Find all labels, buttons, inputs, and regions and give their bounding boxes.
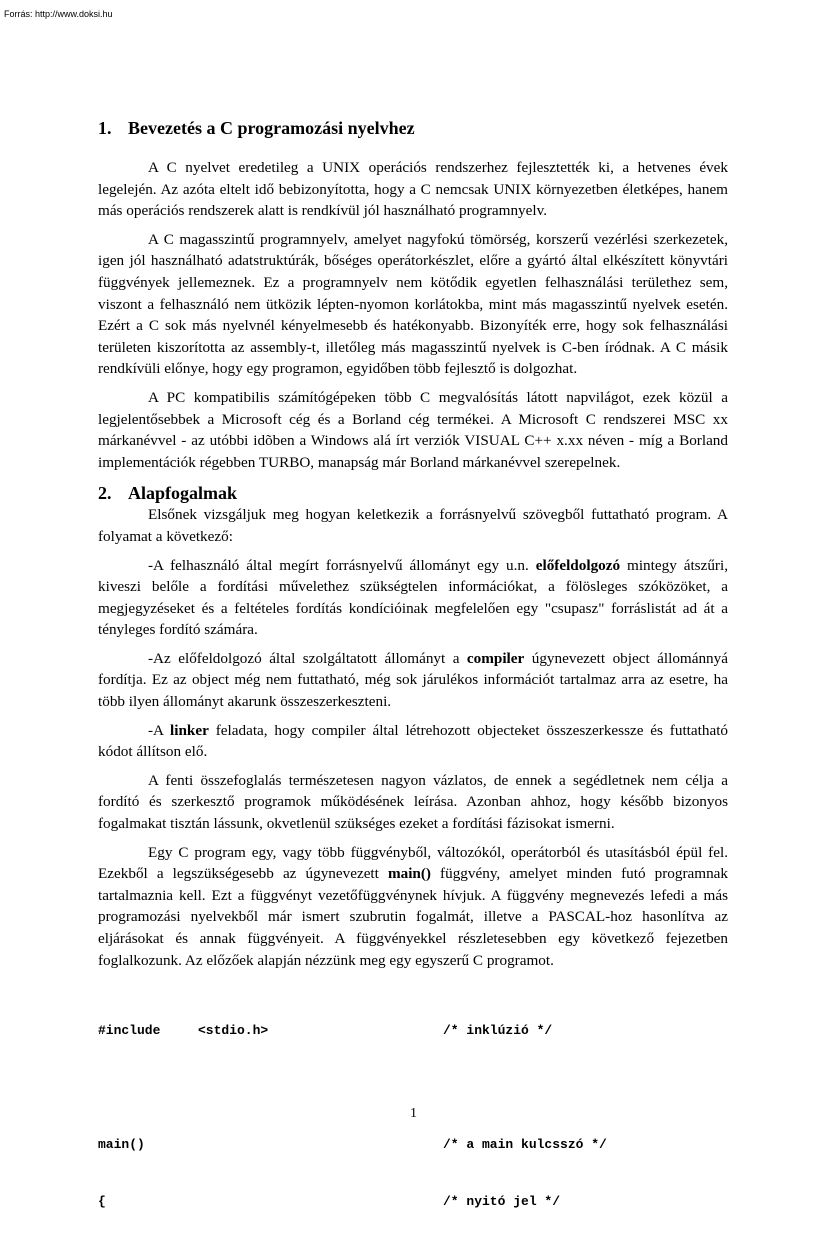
text: -A felhasználó által megírt forrásnyelvű állományt egy u.n. — [148, 556, 536, 574]
code-token: main() — [98, 1137, 145, 1153]
section-2-paragraph-3 — [98, 648, 728, 713]
section-2-title: Alapfogalmak — [128, 483, 238, 504]
section-2-number: 2. — [98, 483, 112, 504]
section-2-paragraph-1: Elsőnek vizsgáljuk meg hogyan keletkezik a forrásnyelvű szövegből futtatható program. A folyamat a következő: — [98, 506, 728, 545]
code-blank-line — [98, 1078, 728, 1097]
code-comment: /* inklúzió */ — [443, 1023, 553, 1039]
code-line — [98, 1021, 728, 1040]
section-2-heading — [98, 483, 728, 504]
section-1-title: Bevezetés a C programozási nyelvhez — [128, 118, 415, 138]
code-token: <stdio.h> — [198, 1023, 269, 1039]
section-1-paragraph-2: A C magasszintű programnyelv, amelyet nagyfokú tömörség, korszerű vezérlési szerkezetek, igen jól használható adatstruktúrák, bőséges operátorkészlet, előre a gyártó által elkészített könyvtári függvények jellemeznek. Ez a programnyelv nem kötődik egyetlen felhasználási területhez sem, viszont a felhasználó nem ütközik lépten-nyomon korlátokba, mint más magasszintű nyelvek esetén. Ezért a C sok más nyelvnél kényelmesebb és hatékonyabb. Bizonyíték erre, hogy sok felhasználási területen kiszorította az assembly-t, illetőleg más magasszintű nyelvek is C-ben íródnak. A C másik rendkívüli előnye, hogy egy programon, egyidőben több fejlesztő is dolgozhat. — [98, 230, 728, 378]
section-1-heading — [98, 118, 728, 139]
code-comment: /* a main kulcsszó */ — [443, 1137, 607, 1153]
text: Egy C program egy, vagy több függvényből, változókól, operátorból és utasításból épül fel. Ezekből a legszükségesebb az úgynevezett — [98, 843, 728, 883]
section-1-number: 1. — [98, 118, 112, 138]
section-2-paragraph-2 — [98, 555, 728, 641]
text: -A — [148, 721, 171, 739]
term-preprocessor: előfeldolgozó — [535, 556, 621, 574]
section-2-paragraph-4 — [98, 720, 728, 763]
section-2-paragraph-6 — [98, 842, 728, 972]
text: függvény, amelyet minden futó programnak tartalmaznia kell. Ezt a függvényt vezetőfüggvénynek hívjuk. A függvény megnevezés lefedi a más programozási nyelvekből már ismert szubrutin fogalmát, illetve a PASCAL-hoz hasonlítva az eljárásokat és annak függvényeit. A függvényekkel részletesebben egy következő fejezetben foglalkozunk. Az előzőek alapján nézzünk meg egy egyszerű C programot. — [98, 865, 728, 969]
code-token: { — [98, 1194, 106, 1210]
section-2-paragraph-5: A fenti összefoglalás természetesen nagyon vázlatos, de ennek a segédletnek nem célja a fordító és szerkesztő programok működésének leírása. Azonban ahhoz, hogy később bizonyos fogalmakat tisztán lássunk, okvetlenül szükséges ezeket a fordítási fázisokat ismerni. — [98, 771, 728, 833]
text: úgynevezett object állománnyá fordítja. Ez az object még nem futtatható, még sok járulékos információt tartalmaz arra az esetre, ha több ilyen állományt akarunk összeszerkeszteni. — [98, 649, 728, 711]
document-page — [98, 118, 728, 1249]
code-token — [198, 1135, 443, 1154]
source-url: Forrás: http://www.doksi.hu — [4, 9, 113, 19]
code-line — [98, 1135, 728, 1154]
code-line — [98, 1192, 728, 1211]
code-comment: /* nyitó jel */ — [443, 1194, 561, 1210]
term-linker: linker — [170, 721, 209, 739]
term-main: main() — [387, 865, 431, 883]
section-1-paragraph-3: A PC kompatibilis számítógépeken több C megvalósítás látott napvilágot, ezek közül a legjelentősebbek a Microsoft cég és a Borland cég termékei. A Microsoft C rendszerei MSC xx márkanévvel - az utóbbi idõben a Windows alá írt verziók VISUAL C++ x.xx néven - míg a Borland implementációk régebben TURBO, manapság már Borland márkanévvel szerepelnek. — [98, 388, 728, 471]
code-token: #include — [98, 1023, 161, 1039]
section-1-paragraph-1: A C nyelvet eredetileg a UNIX operációs rendszerhez fejlesztették ki, a hetvenes évek legelején. Az azóta eltelt idő bebizonyította, hogy a C nemcsak UNIX környezetben életképes, hanem más operációs rendszerek alatt is rendkívül jól használható programnyelv. — [98, 159, 728, 220]
text: -Az előfeldolgozó által szolgáltatott állományt a — [148, 649, 467, 667]
term-compiler: compiler — [466, 649, 525, 667]
code-token — [198, 1192, 443, 1211]
page-number: 1 — [410, 1106, 417, 1121]
text: feladata, hogy compiler által létrehozott objecteket összeszerkessze és futtatható kódot állítson elő. — [98, 721, 729, 761]
text: mintegy átszűri, kiveszi belőle a fordítási művelethez szükségtelen információkat, a fölösleges szóközöket, a megjegyzéseket és a feltételes fordítás kondícióinak megfelelően egy "csupasz" forráslistát ad át a tényleges fordító számára. — [98, 556, 728, 639]
